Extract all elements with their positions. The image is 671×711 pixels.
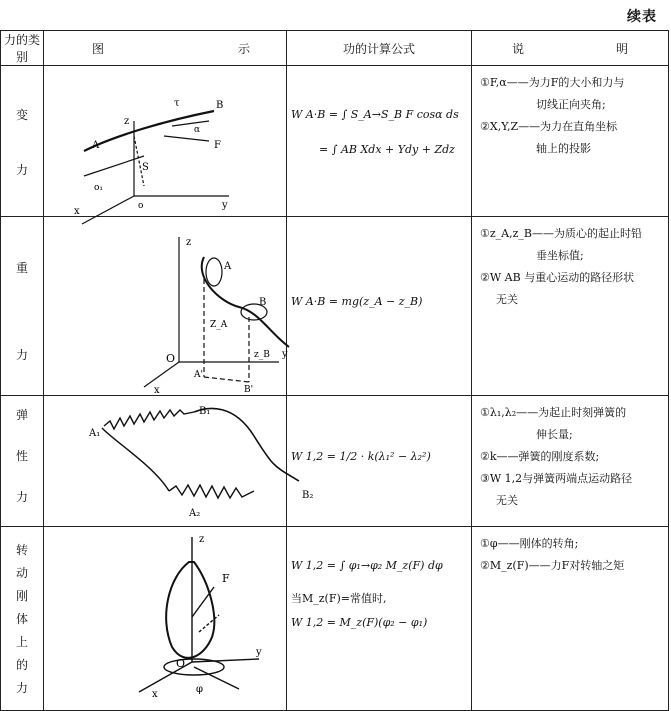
axis-x-label: x bbox=[152, 689, 158, 700]
type-char: 变 bbox=[15, 108, 28, 122]
formula-line: 当M_z(F)=常值时, bbox=[291, 592, 387, 605]
note-line: 无关 bbox=[496, 293, 518, 306]
point-b-prime-label: B' bbox=[244, 385, 254, 395]
header-figure-right: 示 bbox=[237, 41, 250, 56]
note-line: ③W 1,2与弹簧两端点运动路径 bbox=[480, 472, 633, 485]
formula-line: W A·B = ∫ S_A→S_B F cosα ds bbox=[291, 108, 459, 121]
rotating-body-diagram bbox=[44, 527, 287, 710]
header-note-right: 明 bbox=[615, 41, 628, 56]
axis-y-label: y bbox=[256, 647, 262, 658]
formula-cell-variable bbox=[287, 66, 472, 217]
force-f-label: F bbox=[214, 140, 221, 151]
type-char: 转 bbox=[15, 543, 28, 557]
type-cell-rotation bbox=[1, 527, 44, 711]
gravity-diagram bbox=[44, 217, 287, 395]
arc-s-label: S bbox=[142, 162, 149, 173]
axis-y-label: y bbox=[282, 349, 288, 360]
type-char: 刚 bbox=[15, 589, 28, 603]
formula-cell-spring bbox=[287, 396, 472, 527]
axis-z-label: z bbox=[124, 116, 130, 127]
header-row bbox=[1, 31, 669, 66]
header-formula: 功的计算公式 bbox=[287, 31, 472, 66]
axis-z-label: z bbox=[199, 534, 205, 545]
formula-line: W 1,2 = ∫ φ₁→φ₂ M_z(F) dφ bbox=[291, 559, 443, 572]
type-cell-variable bbox=[1, 66, 44, 217]
origin-o-label: O bbox=[176, 657, 186, 670]
note-line: ②M_z(F)——力F对转轴之矩 bbox=[480, 559, 625, 572]
table-row-variable-force bbox=[1, 66, 669, 217]
header-figure bbox=[44, 31, 287, 66]
origin-o-label: O bbox=[166, 352, 176, 365]
note-line: ②X,Y,Z——为力在直角坐标 bbox=[480, 120, 618, 133]
note-line: 轴上的投影 bbox=[536, 142, 591, 155]
formula-line: W 1,2 = M_z(F)(φ₂ − φ₁) bbox=[291, 616, 428, 629]
za-label: Z_A bbox=[210, 320, 228, 330]
type-char: 力 bbox=[15, 163, 28, 177]
point-a-label: A bbox=[92, 140, 100, 151]
table-row-rotation bbox=[1, 527, 669, 711]
force-f-label: F bbox=[222, 572, 230, 585]
origin-o1-label: o₁ bbox=[94, 183, 104, 193]
figure-cell-gravity bbox=[44, 217, 287, 396]
note-line: ①z_A,z_B——为质心的起止时铅 bbox=[480, 227, 642, 240]
note-line: ①F,α——为力F的大小和力与 bbox=[480, 76, 625, 89]
type-char: 的 bbox=[15, 658, 28, 672]
formula-line: W 1,2 = 1/2 · k(λ₁² − λ₂²) bbox=[291, 450, 431, 463]
table-row-gravity bbox=[1, 217, 669, 396]
note-line: ①φ——刚体的转角; bbox=[480, 537, 579, 550]
note-line: 垂坐标值; bbox=[536, 249, 584, 262]
note-line: 无关 bbox=[496, 494, 518, 507]
point-b-label: B bbox=[216, 100, 224, 111]
note-cell-variable bbox=[472, 66, 669, 217]
zb-label: z_B bbox=[254, 350, 270, 360]
note-line: ②k——弹簧的刚度系数; bbox=[480, 450, 600, 463]
work-formula-table bbox=[0, 30, 669, 711]
phi-label: φ bbox=[196, 684, 204, 695]
note-line: ①λ₁,λ₂——为起止时刻弹簧的 bbox=[480, 406, 627, 419]
axis-x-label: x bbox=[74, 206, 80, 217]
type-char: 力 bbox=[15, 681, 28, 695]
type-cell-spring bbox=[1, 396, 44, 527]
axis-y-label: y bbox=[222, 200, 228, 211]
type-char: 弹 bbox=[15, 408, 28, 422]
point-b1-label: B₁ bbox=[199, 406, 211, 417]
variable-force-diagram bbox=[44, 66, 287, 216]
type-char: 动 bbox=[15, 566, 28, 580]
table-caption: 续表 bbox=[627, 9, 657, 25]
note-cell-gravity bbox=[472, 217, 669, 396]
header-note-left: 说 bbox=[512, 41, 525, 56]
formula-cell-gravity bbox=[287, 217, 472, 396]
note-cell-rotation bbox=[472, 527, 669, 711]
note-line: 切线正向夹角; bbox=[536, 98, 606, 111]
axis-x-label: x bbox=[154, 385, 160, 396]
figure-cell-variable bbox=[44, 66, 287, 217]
point-a-prime-label: A' bbox=[194, 370, 203, 380]
header-note bbox=[472, 31, 669, 66]
alpha-label: α bbox=[194, 125, 201, 135]
type-char: 重 bbox=[15, 261, 28, 275]
note-line: ②W AB 与重心运动的路径形状 bbox=[480, 271, 635, 284]
header-type: 力的类别 bbox=[1, 31, 44, 66]
figure-cell-spring bbox=[44, 396, 314, 527]
header-figure-left: 图 bbox=[92, 41, 105, 56]
point-b2-label: B₂ bbox=[302, 490, 314, 501]
note-cell-spring bbox=[472, 396, 669, 527]
note-line: 伸长量; bbox=[536, 428, 573, 441]
point-b-label: B bbox=[259, 297, 267, 308]
type-char: 力 bbox=[15, 348, 28, 362]
type-char: 性 bbox=[15, 449, 28, 463]
type-cell-gravity bbox=[1, 217, 44, 396]
point-a1-label: A₁ bbox=[89, 428, 101, 439]
spring-diagram bbox=[44, 396, 314, 526]
axis-z-label: z bbox=[186, 237, 192, 248]
point-a-label: A bbox=[224, 261, 232, 272]
formula-line: W A·B = mg(z_A − z_B) bbox=[291, 295, 423, 308]
type-char: 力 bbox=[15, 490, 28, 504]
type-char: 体 bbox=[15, 612, 28, 626]
table-row-spring bbox=[1, 396, 669, 527]
origin-o-label: o bbox=[138, 201, 144, 211]
tau-label: τ bbox=[174, 98, 180, 109]
type-char: 上 bbox=[15, 635, 28, 649]
point-a2-label: A₂ bbox=[189, 508, 201, 519]
formula-cell-rotation bbox=[287, 527, 472, 711]
formula-line: = ∫ AB Xdx + Ydy + Zdz bbox=[319, 143, 455, 156]
figure-cell-rotation bbox=[44, 527, 287, 711]
